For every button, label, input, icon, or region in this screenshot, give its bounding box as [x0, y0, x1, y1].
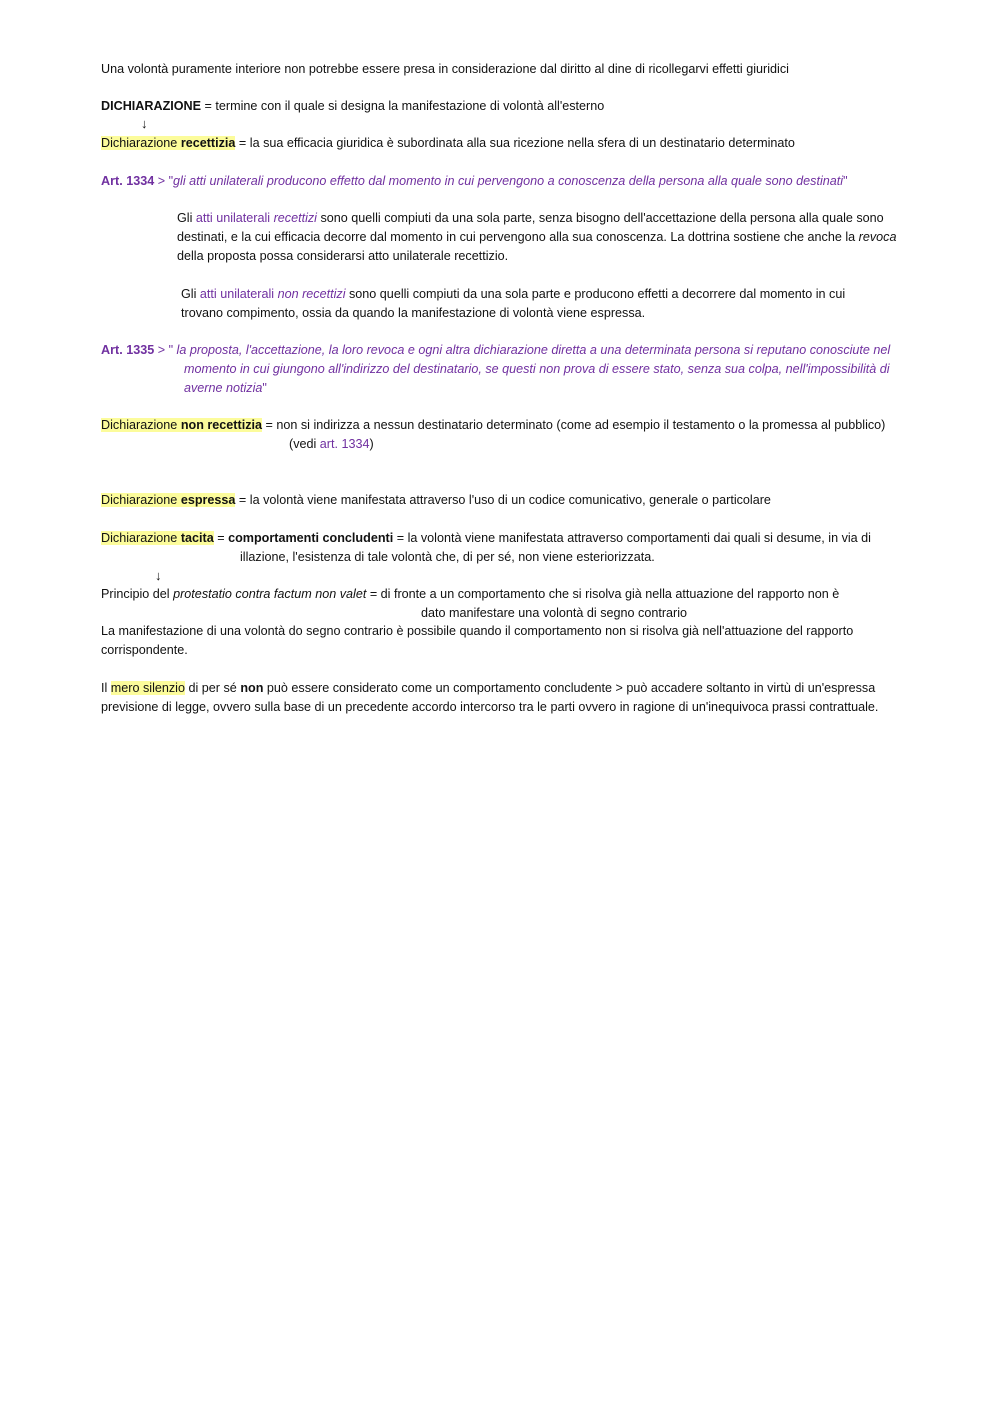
- tacita-highlight: Dichiarazione tacita: [101, 531, 214, 545]
- art1334-label: Art. 1334: [101, 174, 155, 188]
- dichiarazione-term: DICHIARAZIONE: [101, 99, 202, 113]
- espressa-highlight: Dichiarazione espressa: [101, 493, 236, 507]
- art1334-reference-link[interactable]: art. 1334: [319, 437, 370, 451]
- mero-silenzio-highlight: mero silenzio: [110, 681, 185, 695]
- down-arrow-icon: ↓: [141, 116, 148, 131]
- art1334-quote: Art. 1334 > "gli atti unilaterali producono effetto dal momento in cui pervengono a conoscenza della persona alla quale sono destinati": [101, 174, 848, 188]
- recettizia-highlight: Dichiarazione recettizia: [101, 136, 236, 150]
- recettizia-definition: Dichiarazione recettizia = la sua efficacia giuridica è subordinata alla sua ricezione nella sfera di un destinatario determinato: [101, 136, 795, 150]
- espressa-definition: Dichiarazione espressa = la volontà viene manifestata attraverso l'uso di un codice comunicativo, generale o particolare: [101, 493, 771, 507]
- dichiarazione-definition: DICHIARAZIONE = termine con il quale si designa la manifestazione di volontà all'esterno: [101, 99, 605, 113]
- art1335-label: Art. 1335: [101, 343, 155, 357]
- intro-text: Una volontà puramente interiore non potrebbe essere presa in considerazione dal diritto al dine di ricollegarvi effetti giuridici: [101, 62, 789, 76]
- non-recettizia-highlight: Dichiarazione non recettizia: [101, 418, 262, 432]
- down-arrow-icon: ↓: [155, 568, 162, 583]
